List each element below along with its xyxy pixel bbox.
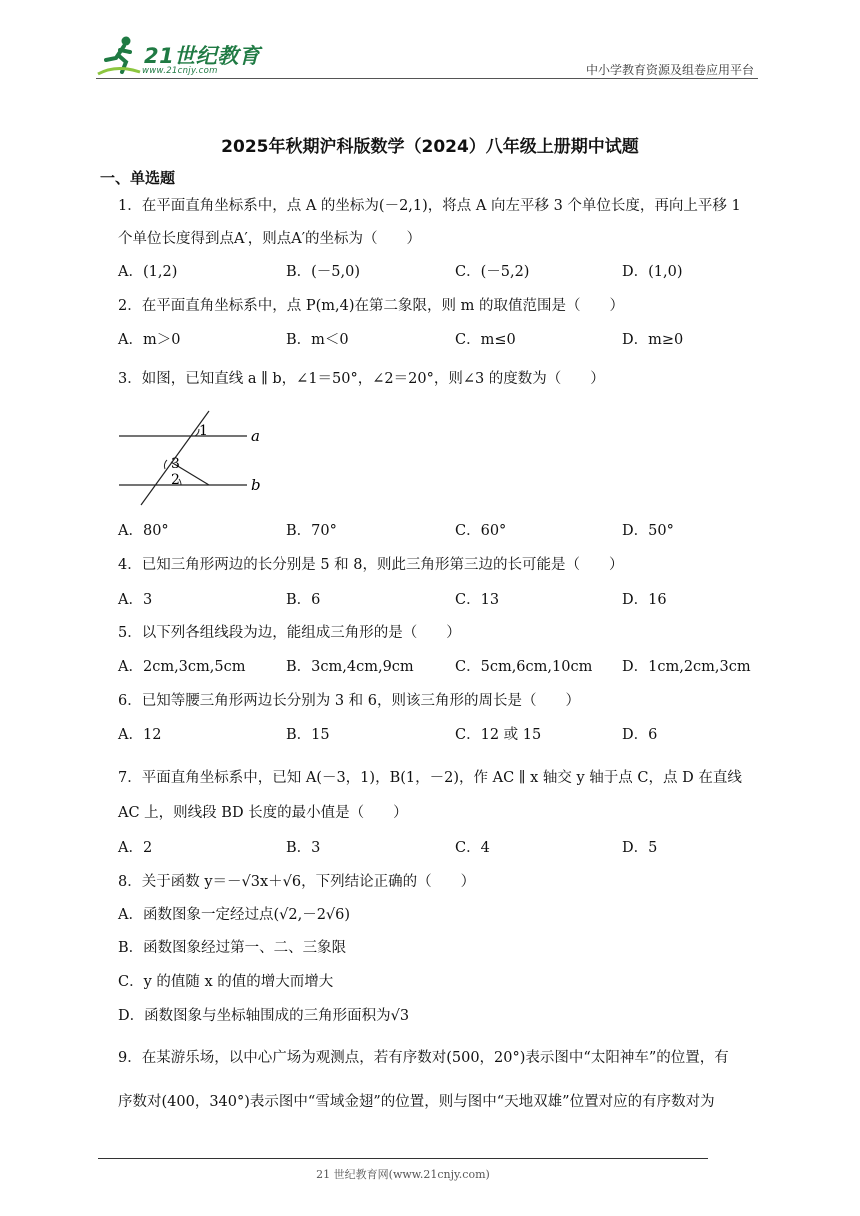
question-8-option-c[interactable]: C．y 的值随 x 的值的增大而增大	[118, 974, 334, 990]
question-4-option-d[interactable]: D．16	[622, 592, 667, 608]
question-2-option-c[interactable]: C．m≤0	[455, 332, 516, 348]
question-6-option-b[interactable]: B．15	[286, 727, 330, 743]
logo-url: www.21cnjy.com	[142, 66, 218, 76]
question-2-line-1: 2．在平面直角坐标系中，点 P(m,4)在第二象限，则 m 的取值范围是（ ）	[118, 298, 624, 314]
question-4-option-a[interactable]: A．3	[118, 592, 153, 608]
question-6-line-1: 6．已知等腰三角形两边长分别为 3 和 6，则该三角形的周长是（ ）	[118, 693, 581, 709]
question-3-option-c[interactable]: C．60°	[455, 523, 507, 539]
question-6-option-a[interactable]: A．12	[118, 727, 162, 743]
question-7-line-1: 7．平面直角坐标系中，已知 A(－3，1)，B(1，－2)，作 AC ∥ x 轴交 y 轴于点 C，点 D 在直线	[118, 770, 742, 786]
runner-icon	[96, 34, 142, 78]
question-8-option-d[interactable]: D．函数图象与坐标轴围成的三角形面积为√3	[118, 1008, 410, 1024]
question-8-option-b[interactable]: B．函数图象经过第一、二、三象限	[118, 940, 347, 956]
parallel-lines-figure	[115, 405, 275, 510]
angle-3-label: 3	[171, 456, 180, 472]
question-5-option-b[interactable]: B．3cm,4cm,9cm	[286, 659, 414, 675]
question-4-option-b[interactable]: B．6	[286, 592, 321, 608]
question-3-option-d[interactable]: D．50°	[622, 523, 674, 539]
line-b-label: b	[251, 476, 261, 494]
question-4-option-c[interactable]: C．13	[455, 592, 500, 608]
question-6-option-d[interactable]: D．6	[622, 727, 658, 743]
section-heading: 一、单选题	[100, 169, 176, 187]
footer-text[interactable]: 21 世纪教育网(www.21cnjy.com)	[316, 1168, 490, 1181]
question-1-line-2: 个单位长度得到点A′，则点A′的坐标为（ ）	[118, 231, 422, 247]
question-1-option-b[interactable]: B．(－5,0)	[286, 264, 361, 280]
question-5-line-1: 5．以下列各组线段为边，能组成三角形的是（ ）	[118, 625, 461, 641]
question-6-option-c[interactable]: C．12 或 15	[455, 727, 542, 743]
page-header	[96, 32, 758, 78]
question-4-line-1: 4．已知三角形两边的长分别是 5 和 8，则此三角形第三边的长可能是（ ）	[118, 557, 624, 573]
question-7-option-a[interactable]: A．2	[118, 840, 153, 856]
question-1-option-d[interactable]: D．(1,0)	[622, 264, 683, 280]
question-8-line-1: 8．关于函数 y＝－√3x＋√6，下列结论正确的（ ）	[118, 874, 476, 890]
question-5-option-d[interactable]: D．1cm,2cm,3cm	[622, 659, 751, 675]
question-5-option-a[interactable]: A．2cm,3cm,5cm	[118, 659, 246, 675]
question-5-option-c[interactable]: C．5cm,6cm,10cm	[455, 659, 593, 675]
page-title: 2025年秋期沪科版数学（2024）八年级上册期中试题	[221, 137, 639, 157]
platform-name: 中小学教育资源及组卷应用平台	[585, 63, 754, 77]
question-7-option-d[interactable]: D．5	[622, 840, 658, 856]
question-1-line-1: 1．在平面直角坐标系中，点 A 的坐标为(－2,1)，将点 A 向左平移 3 个单位长度，再向上平移 1	[118, 198, 741, 214]
angle-1-label: 1	[199, 423, 208, 439]
question-9-line-1: 9．在某游乐场，以中心广场为观测点，若有序数对(500，20°)表示图中“太阳神车”的位置，有	[118, 1050, 729, 1066]
question-7-option-c[interactable]: C．4	[455, 840, 490, 856]
angle-2-label: 2	[171, 472, 180, 488]
question-3-line-1: 3．如图，已知直线 a ∥ b，∠1＝50°，∠2＝20°，则∠3 的度数为（ ）	[118, 371, 605, 387]
footer-divider	[98, 1158, 708, 1159]
site-logo[interactable]	[96, 34, 266, 78]
question-7-line-2: AC 上，则线段 BD 长度的最小值是（ ）	[118, 805, 408, 821]
question-2-option-d[interactable]: D．m≥0	[622, 332, 684, 348]
question-1-option-c[interactable]: C．(－5,2)	[455, 264, 530, 280]
question-3-option-b[interactable]: B．70°	[286, 523, 337, 539]
question-9-line-2: 序数对(400，340°)表示图中“雪域金翅”的位置，则与图中“天地双雄”位置对应的有序数对为	[118, 1094, 715, 1110]
question-2-option-b[interactable]: B．m＜0	[286, 332, 349, 348]
question-1-option-a[interactable]: A．(1,2)	[118, 264, 178, 280]
line-a-label: a	[251, 427, 260, 445]
header-divider	[96, 78, 758, 79]
question-8-option-a[interactable]: A．函数图象一定经过点(√2,－2√6)	[118, 907, 351, 923]
question-3-option-a[interactable]: A．80°	[118, 523, 169, 539]
question-2-option-a[interactable]: A．m＞0	[118, 332, 181, 348]
logo-text: 21世纪教育	[144, 44, 261, 68]
question-7-option-b[interactable]: B．3	[286, 840, 321, 856]
